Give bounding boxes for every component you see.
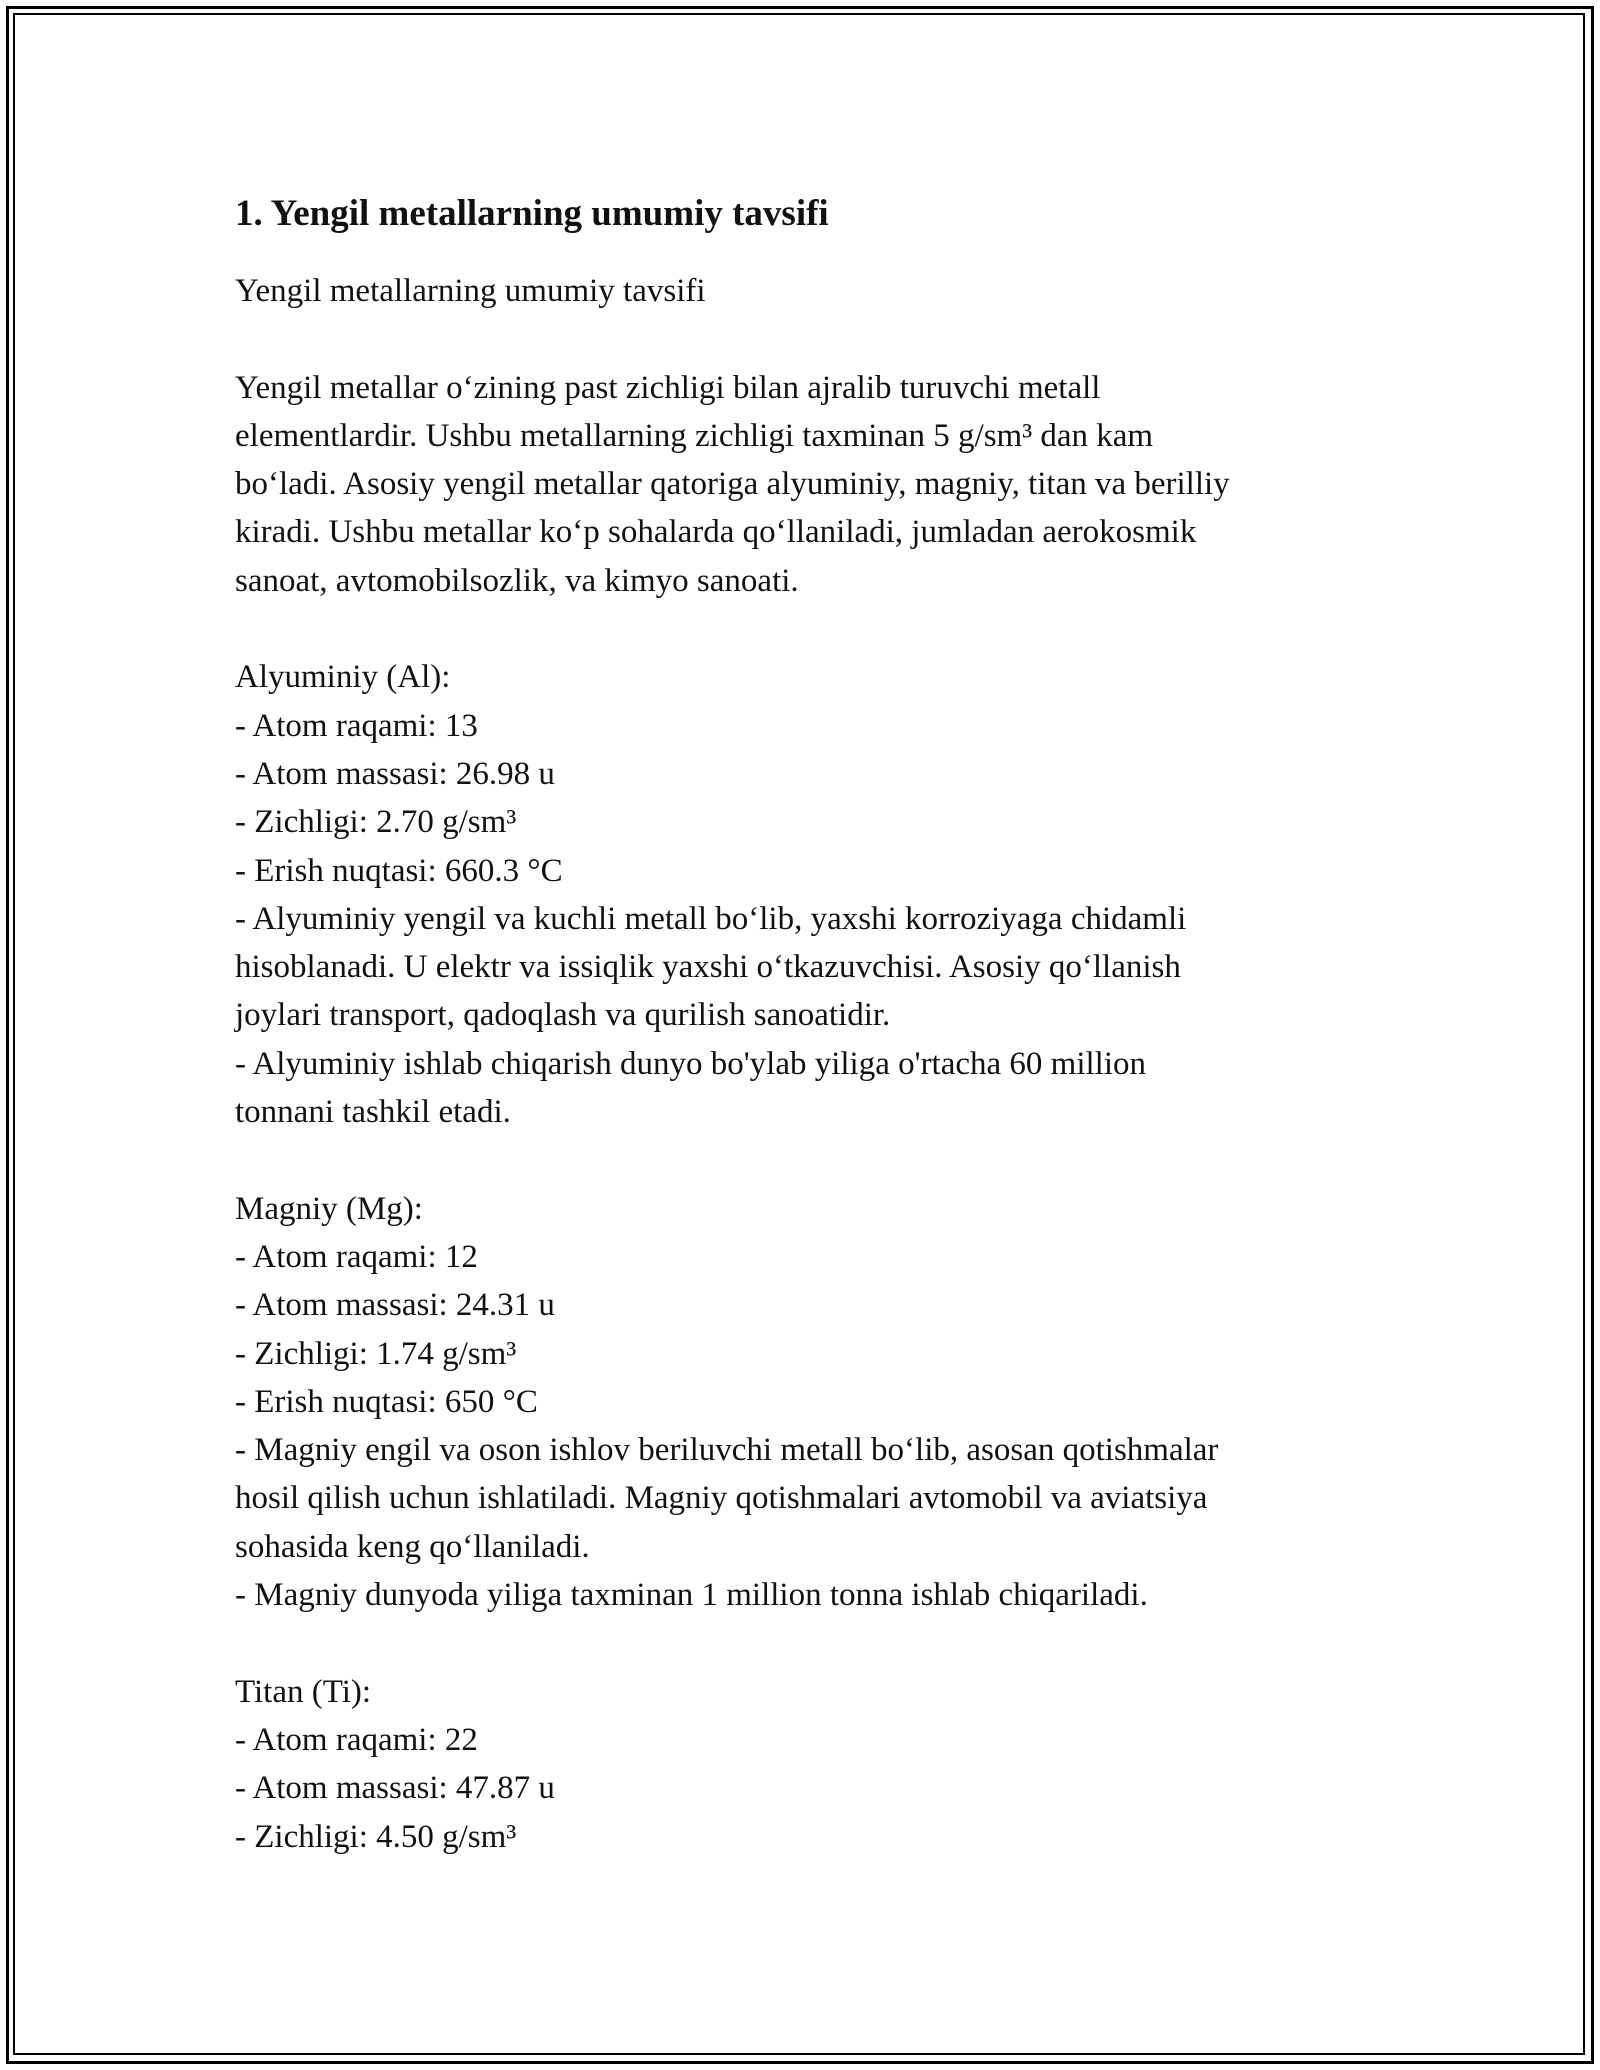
list-item: - Atom raqami: 12 bbox=[235, 1238, 478, 1275]
list-item: - Zichligi: 2.70 g/sm³ bbox=[235, 804, 517, 841]
list-item: - Alyuminiy yengil va kuchli metall bo‘lib, yaxshi korroziyaga chidamli hisoblanadi. U elektr va issiqlik yaxshi o‘tkazuvchisi. Asosiy qo‘llanish joylari transport, qadoqlash va qurilish sanoatidir. bbox=[235, 900, 1187, 1034]
paragraph-gap bbox=[235, 605, 1365, 653]
section-title: Titan (Ti): bbox=[235, 1673, 372, 1710]
intro-paragraph: Yengil metallar o‘zining past zichligi bilan ajralib turuvchi metall elementlardir. Ushbu metallarning zichligi taxminan 5 g/sm³ dan kam bo‘ladi. Asosiy yengil metallar qatoriga alyuminiy, magniy, titan va berilliy kiradi. Ushbu metallar ko‘p sohalarda qo‘llaniladi, jumladan aerokosmik sanoat, avtomobilsozlik, va kimyo sanoati. bbox=[235, 369, 1230, 599]
list-item: - Atom massasi: 47.87 u bbox=[235, 1770, 555, 1807]
list-item: - Erish nuqtasi: 660.3 °C bbox=[235, 852, 563, 889]
list-item: - Zichligi: 1.74 g/sm³ bbox=[235, 1335, 517, 1372]
list-item: - Atom massasi: 26.98 u bbox=[235, 755, 555, 792]
list-item: - Zichligi: 4.50 g/sm³ bbox=[235, 1818, 517, 1855]
paragraph-gap bbox=[235, 315, 1365, 363]
paragraph-gap bbox=[235, 1619, 1365, 1667]
list-item: - Magniy engil va oson ishlov beriluvchi metall bo‘lib, asosan qotishmalar hosil qilish uchun ishlatiladi. Magniy qotishmalari avtomobil va aviatsiya sohasida keng qo‘llaniladi. bbox=[235, 1432, 1219, 1565]
list-item: - Atom raqami: 22 bbox=[235, 1721, 478, 1758]
document-subtitle: Yengil metallarning umumiy tavsifi bbox=[235, 273, 706, 309]
section-titanium bbox=[235, 1668, 1365, 1861]
section-title: Magniy (Mg): bbox=[235, 1190, 423, 1227]
list-item: - Alyuminiy ishlab chiqarish dunyo bo'ylab yiliga o'rtacha 60 million tonnani tashkil etadi. bbox=[235, 1045, 1147, 1131]
document-body bbox=[235, 190, 1365, 1861]
section-aluminium bbox=[235, 653, 1365, 1136]
list-item: - Magniy dunyoda yiliga taxminan 1 million tonna ishlab chiqariladi. bbox=[235, 1577, 1148, 1614]
document-heading: 1. Yengil metallarning umumiy tavsifi bbox=[235, 193, 829, 234]
paragraph-gap bbox=[235, 1136, 1365, 1184]
list-item: - Atom massasi: 24.31 u bbox=[235, 1287, 555, 1324]
list-item: - Atom raqami: 13 bbox=[235, 707, 478, 744]
list-item: - Erish nuqtasi: 650 °C bbox=[235, 1383, 538, 1420]
section-title: Alyuminiy (Al): bbox=[235, 659, 451, 696]
section-magnesium bbox=[235, 1185, 1365, 1620]
